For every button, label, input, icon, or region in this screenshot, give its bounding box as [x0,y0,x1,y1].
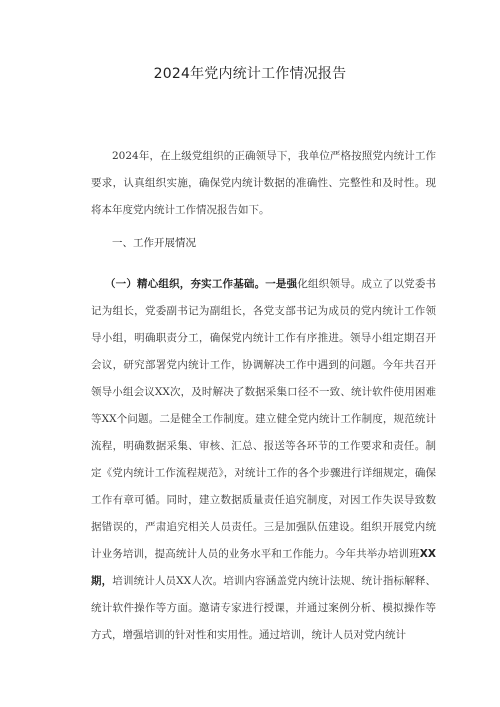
paragraph-tail: 培训统计人员XX人次。培训内容涵盖党内统计法规、统计指标解释、统计软件操作等方面。邀请专家进行授课，并通过案例分析、模拟操作等方式，增强培训的针对性和实用性。通过培训，统计人员对党内统计 [91,575,436,641]
document-title: 2024年党内统计工作情况报告 [153,66,347,82]
section-heading: 一、工作开展情况 [112,237,196,249]
emphasis-text: XX期， [91,548,436,587]
body-paragraph [91,271,436,649]
paragraph-lead: （一）精心组织，夯实工作基础。 [105,278,266,290]
point-label: 一是强 [265,278,298,290]
paragraph-text: 化组织领导。成立了以党委书记为组长，党委副书记为副组长，各党支部书记为成员的党内统计工作领导小组，明确职责分工，确保党内统计工作有序推进。领导小组定期召开会议，研究部署党内统计工作，协调解决工作中遇到的问题。今年共召开领导小组会议XX次，及时解决了数据采集口径不一致、统计软件使用困难等XX个问题。二是健全工作制度。建立健全党内统计工作制度，规范统计流程，明确数据采集、审核、汇总、报送等各环节的工作要求和责任。制定《党内统计工作流程规范》，对统计工作的各个步骤进行详细规定，确保工作有章可循。同时，建立数据质量责任追究制度，对因工作失误导致数据错误的，严肃追究相关人员责任。三是加强队伍建设。组织开展党内统计业务培训，提高统计人员的业务水平和工作能力。今年共举办培训班 [91,278,437,560]
intro-paragraph: 2024年，在上级党组织的正确领导下，我单位严格按照党内统计工作要求，认真组织实施，确保党内统计数据的准确性、完整性和及时性。现将本年度党内统计工作情况报告如下。 [91,150,436,216]
